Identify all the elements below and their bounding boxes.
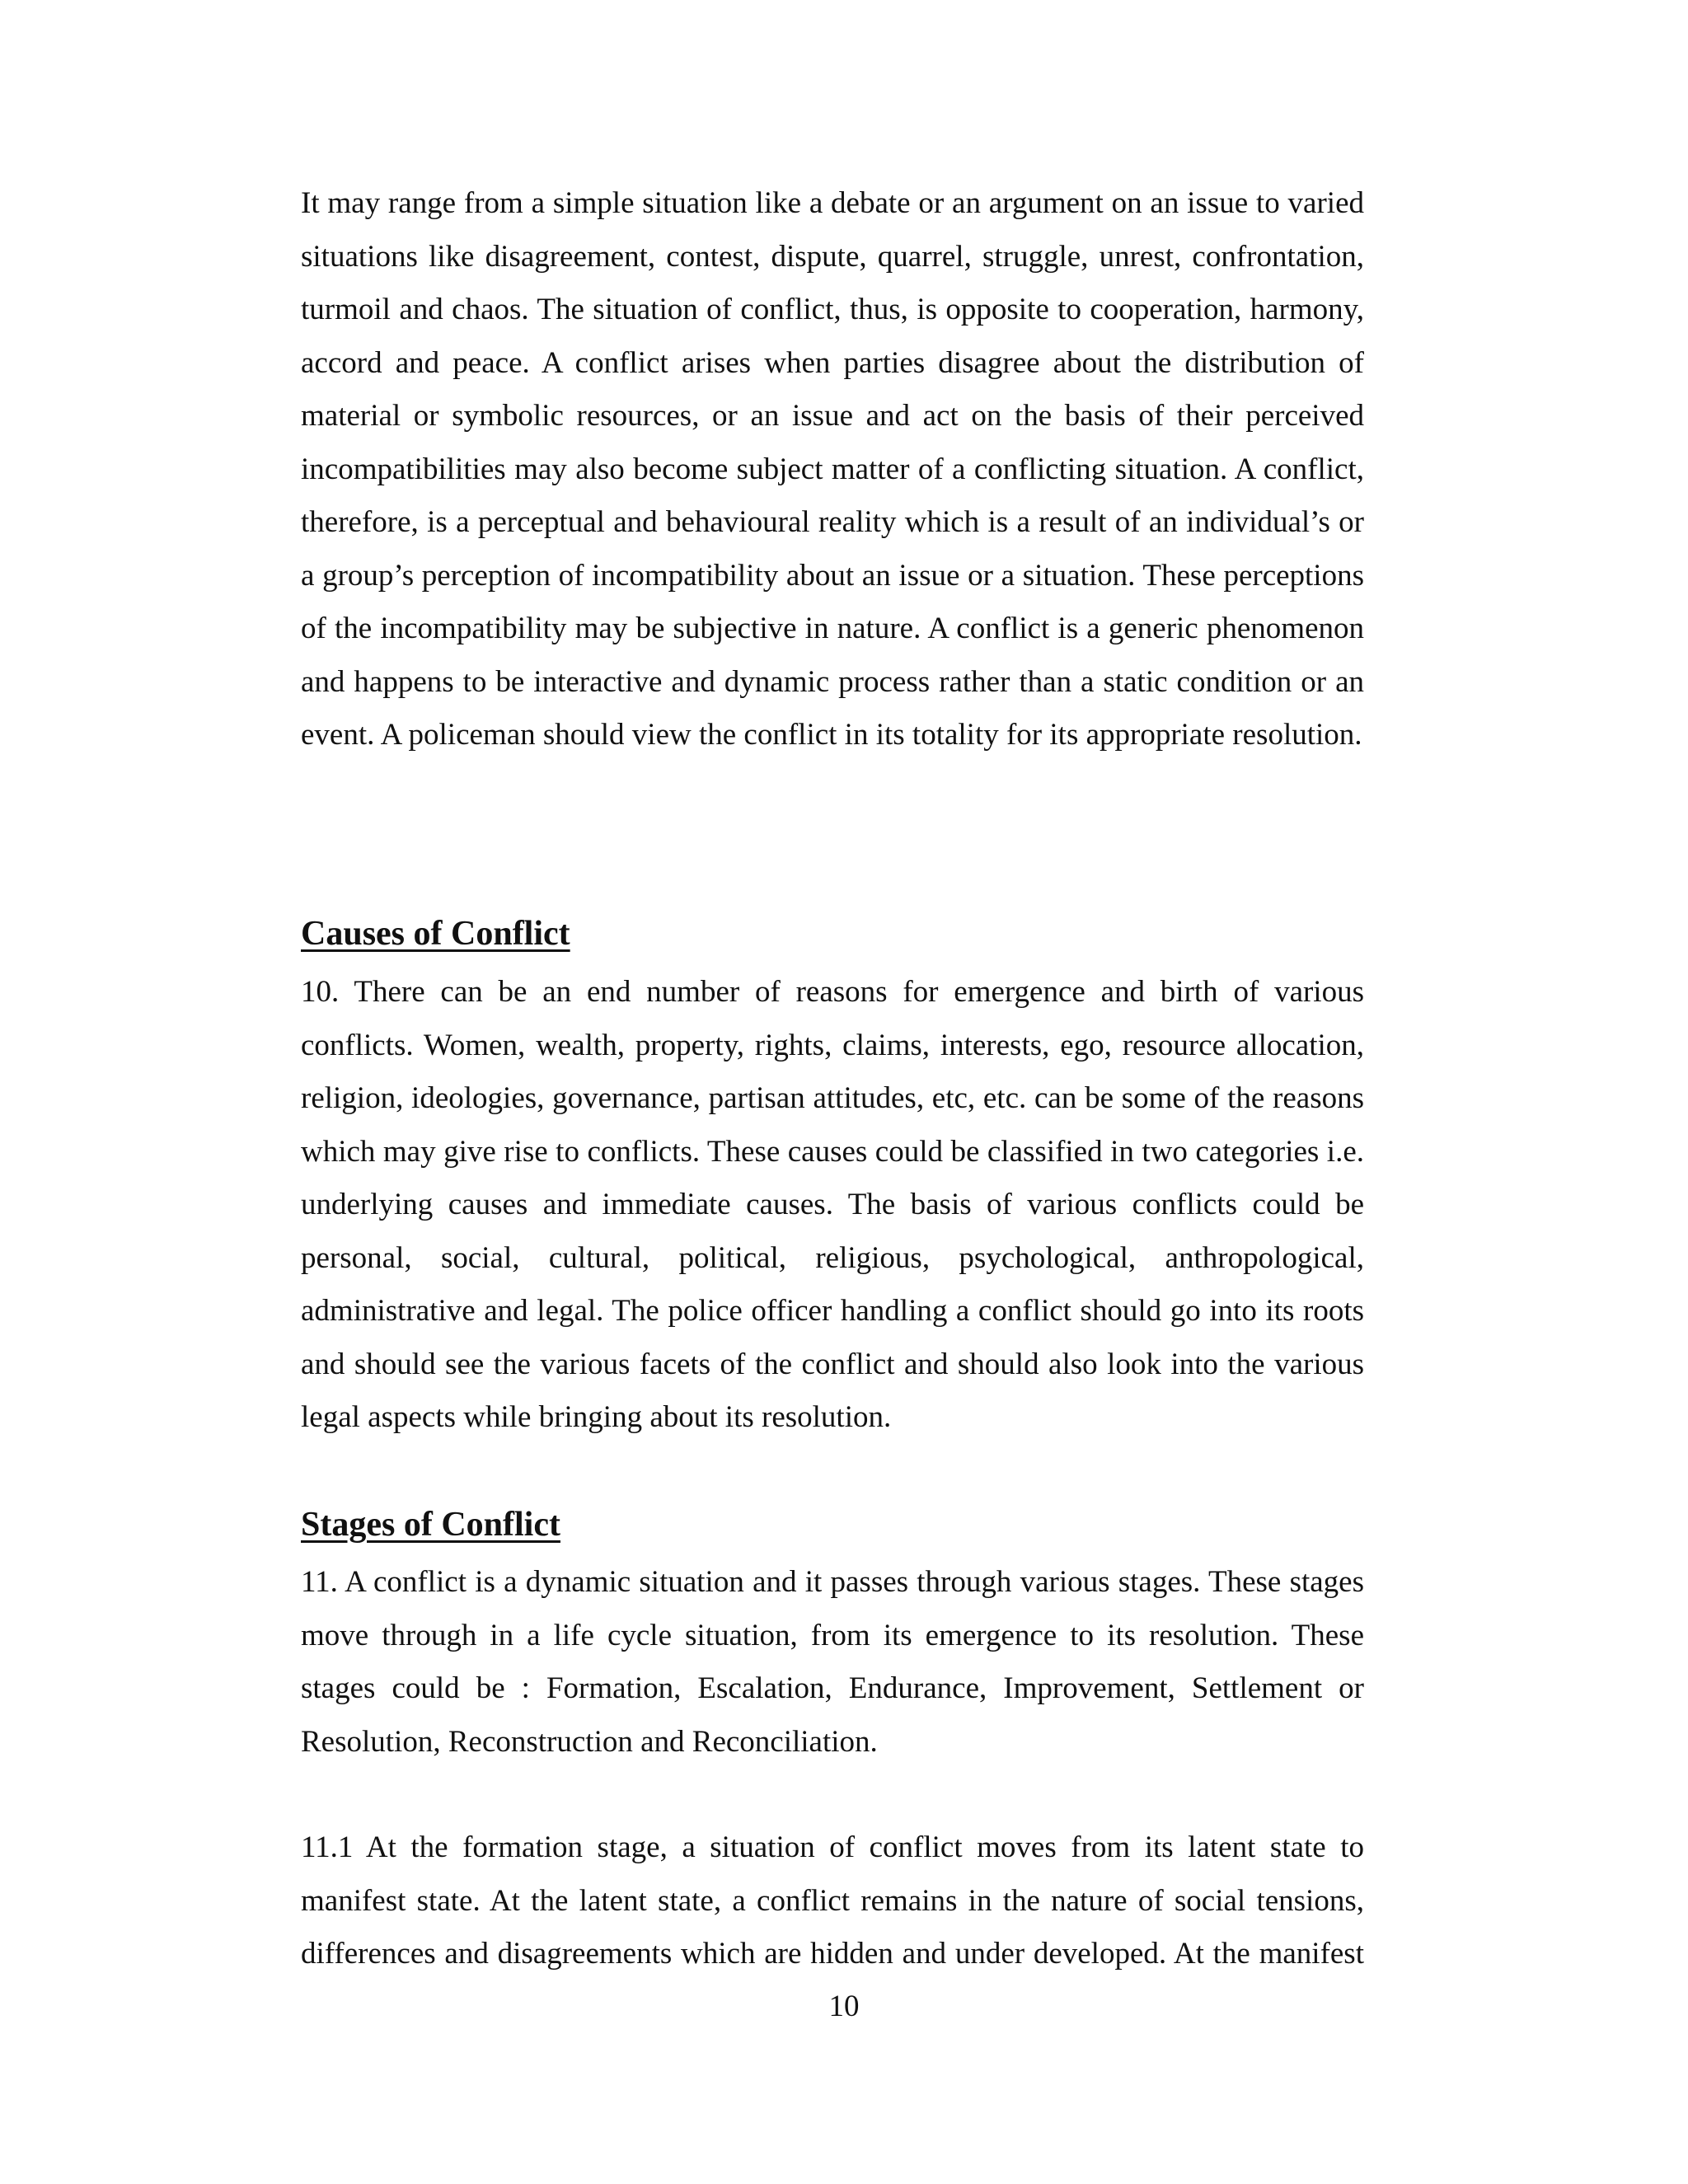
stages-paragraph: 11. A conflict is a dynamic situation and it passes through various stages. These stages move through in a life cycle situation, from its emergence to its resolution. These stages could be : Formation, Escalation, Endurance, Improvement, Settlement or Resolution, Reconstruction and Reconciliation.: [301, 1565, 1364, 1759]
section-heading-causes: Causes of Conflict: [301, 915, 570, 953]
page-number: 10: [828, 1990, 860, 2023]
causes-paragraph: 10. There can be an end number of reasons for emergence and birth of various conflicts. Women, wealth, property, rights, claims, interests, ego, resource allocation, religion, ideologies, governance, partisan attitudes, etc, etc. can be some of the reasons which may give rise to conflicts. These causes could be classified in two categories i.e. underlying causes and immediate causes. The basis of various conflicts could be personal, social, cultural, political, religious, psychological, anthropological, administrative and legal. The police officer handling a conflict should go into its roots and should see the various facets of the conflict and should also look into the various legal aspects while bringing about its resolution.: [301, 975, 1364, 1434]
formation-stage-paragraph: 11.1 At the formation stage, a situation of conflict moves from its latent state to manifest state. At the latent state, a conflict remains in the nature of social tensions, differences and disagreements which are hidden and under developed. At the manifest: [301, 1830, 1364, 1971]
section-heading-stages: Stages of Conflict: [301, 1506, 560, 1544]
intro-paragraph: It may range from a simple situation like a debate or an argument on an issue to varied situations like disagreement, contest, dispute, quarrel, struggle, unrest, confrontation, turmoil and chaos. The situation of conflict, thus, is opposite to cooperation, harmony, accord and peace. A conflict arises when parties disagree about the distribution of material or symbolic resources, or an issue and act on the basis of their perceived incompatibilities may also become subject matter of a conflicting situation. A conflict, therefore, is a perceptual and behavioural reality which is a result of an individual’s or a group’s perception of incompatibility about an issue or a situation. These perceptions of the incompatibility may be subjective in nature. A conflict is a generic phenomenon and happens to be interactive and dynamic process rather than a static condition or an event. A policeman should view the conflict in its totality for its appropriate resolution.: [301, 186, 1364, 752]
